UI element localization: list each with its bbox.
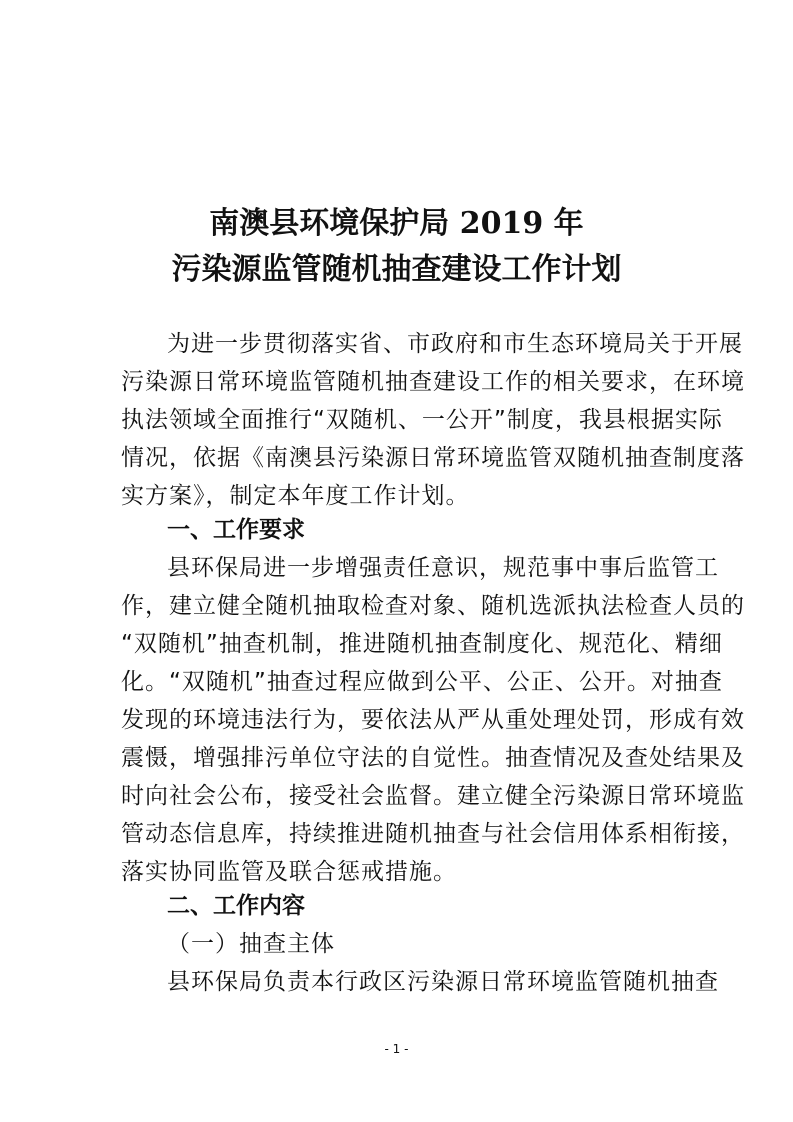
document-title-line-2: 污染源监管随机抽查建设工作计划 [171,252,622,287]
section-1-paragraph-line: “双随机”抽查机制，推进随机抽查制度化、规范化、精细 [121,631,723,657]
section-1-paragraph-line: 县环保局进一步增强责任意识，规范事中事后监管工 [167,555,719,581]
section-1-paragraph-line: 发现的环境违法行为，要依法从严从重处理处罚，形成有效 [121,707,745,733]
intro-paragraph-line: 实方案》，制定本年度工作计划。 [121,483,470,509]
intro-paragraph-line: 为进一步贯彻落实省、市政府和市生态环境局关于开展 [167,331,743,357]
section-1-paragraph-line: 化。“双随机”抽查过程应做到公平、公正、公开。对抽查 [121,669,723,695]
page-number: - 1 - [384,1042,409,1056]
section-1-paragraph-line: 震慑，增强排污单位守法的自觉性。抽查情况及查处结果及 [121,745,745,771]
section-heading-work-requirements: 一、工作要求 [167,517,305,543]
section-1-paragraph-line: 管动态信息库，持续推进随机抽查与社会信用体系相衔接， [121,821,745,847]
subsection-heading-inspection-subject: （一）抽查主体 [167,931,335,957]
section-1-paragraph-line: 落实协同监管及联合惩戒措施。 [121,859,457,885]
section-1-paragraph-line: 作，建立健全随机抽取检查对象、随机选派执法检查人员的 [121,593,745,619]
intro-paragraph-line: 执法领域全面推行“双随机、一公开”制度，我县根据实际 [121,407,723,433]
subsection-1-paragraph-line: 县环保局负责本行政区污染源日常环境监管随机抽查 [167,969,719,995]
section-heading-work-content: 二、工作内容 [167,893,305,919]
intro-paragraph-line: 情况，依据《南澳县污染源日常环境监管双随机抽查制度落 [121,445,745,471]
section-1-paragraph-line: 时向社会公布，接受社会监督。建立健全污染源日常环境监 [121,783,745,809]
intro-paragraph-line: 污染源日常环境监管随机抽查建设工作的相关要求，在环境 [121,369,745,395]
document-title-line-1: 南澳县环境保护局 2019 年 [209,206,584,241]
